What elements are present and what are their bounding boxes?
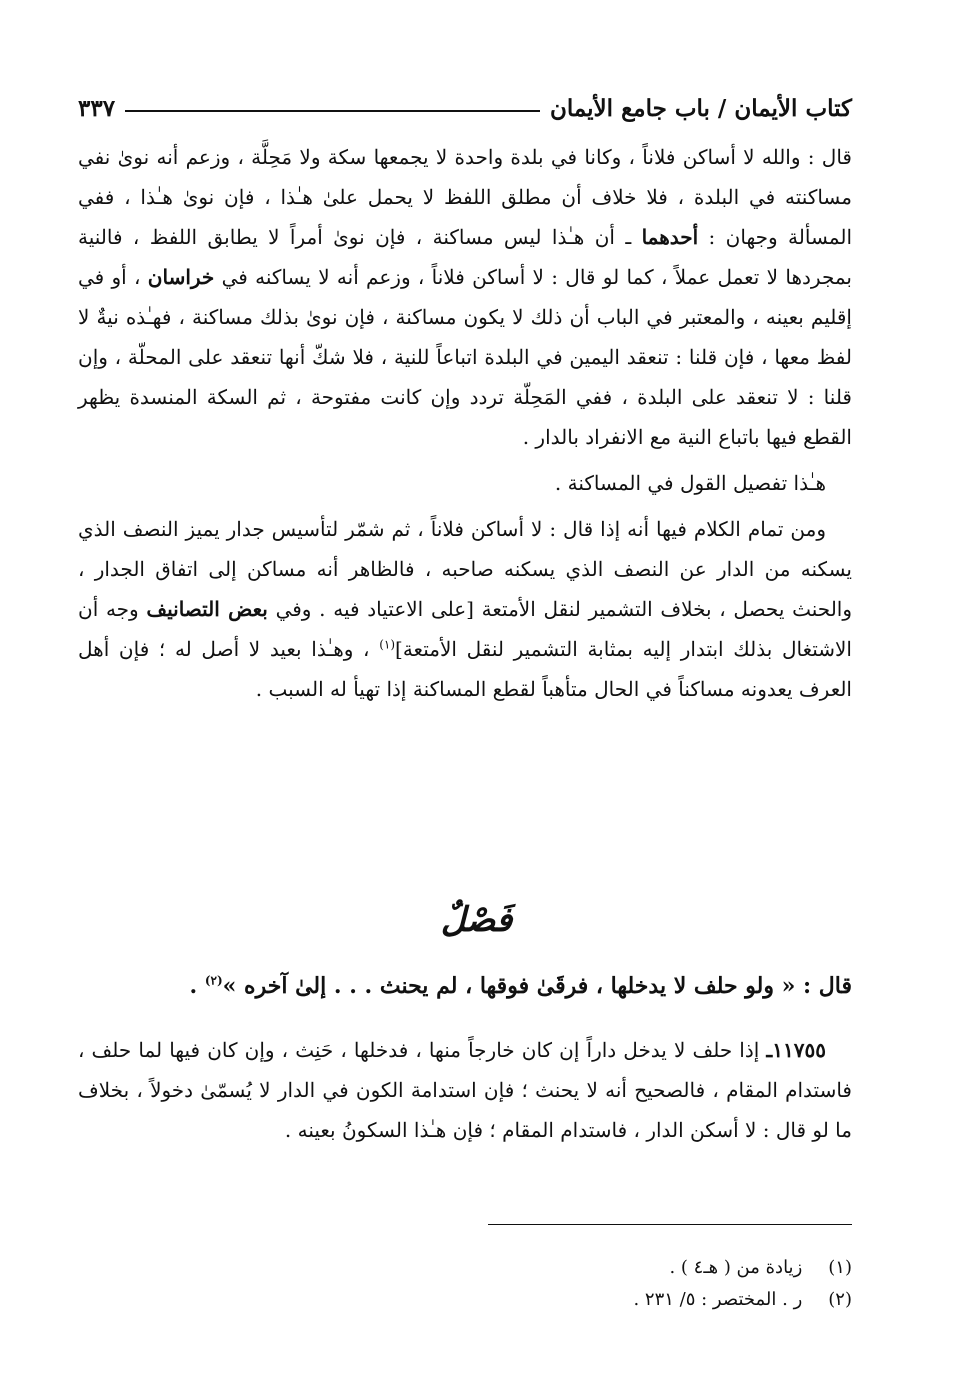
paragraph-3-text-c: وجه أن الاشتغال بذلك ابتدار إليه بمثابة التشمير لنقل الأمتعة] — [78, 597, 852, 661]
paragraph-1-text-a: قال : والله لا أساكن فلاناً ، وكانا في بلدة واحدة لا يجمعها سكة ولا مَحِلَّة ، وزعم أنه نوىٰ نفي مساكنته في البلدة ، فلا خلاف أن مطلق اللفظ لا يحمل علىٰ هـٰذا ، فإن نوىٰ هـٰذا ، ففي المسألة وجهان : — [78, 145, 853, 249]
issue-paragraph — [78, 1030, 852, 1150]
paragraph-2-text: هـٰذا تفصيل القول في المساكنة . — [554, 471, 826, 495]
footnotes — [78, 1252, 852, 1316]
footnote-2 — [78, 1284, 852, 1316]
issue-text: إذا حلف لا يدخل داراً إن كان خارجاً منها ، فدخلها ، حَنِث ، وإن كان فيها لما حلف ، فاستدام المقام ، فالصحيح أنه لا يحنث ؛ فإن استدامة الكون في الدار لا يُسمّىٰ دخولاً ، بخلاف ما لو قال : لا أسكن الدار ، فاستدام المقام ؛ فإن هـٰذا السكونُ بعينه . — [78, 1038, 852, 1142]
section-quote-text: قال : « ولو حلف لا يدخلها ، فرقَىٰ فوقها ، لم يحنث . . . إلىٰ آخره » — [222, 973, 852, 999]
footnote-ref-1: (١) — [379, 637, 396, 652]
footnote-2-number: (٢) — [828, 1289, 852, 1310]
section-quote-end: . — [189, 973, 205, 999]
paragraph-1-text-e: ، أو في إقليم بعينه ، والمعتبر في الباب أن ذلك لا يكون مساكنة ، فإن نوىٰ بذلك مساكنة ، فهـٰذه نيةٌ لا لفظ معها ، فإن قلنا : تنعقد اليمين في البلدة اتباعاً للنية ، فلا شكّ أنها تنعقد على المحلّة ، وإن قلنا : لا تنعقد على البلدة ، ففي المَحِلّة تردد وإن كانت مفتوحة ، ثم السكة المنسدة يظهر القطع فيها باتباع النية مع الانفراد بالدار . — [78, 265, 852, 449]
section-heading-text: فَصْلٌ — [440, 900, 513, 940]
section-quote — [78, 966, 852, 1006]
paragraph-3-text-d: ، وهـٰذا بعيد لا أصل له ؛ فإن أهل العرف يعدونه مساكناً في الحال متأهباً لقطع المساكنة إذا تهيأ له السبب . — [78, 637, 852, 701]
footnote-2-text: ر . المختصر : ٥/ ٢٣١ . — [633, 1289, 803, 1310]
main-text — [78, 137, 852, 709]
page-header — [78, 86, 852, 122]
paragraph-3 — [78, 509, 852, 709]
footnote-1 — [78, 1252, 852, 1284]
paragraph-3-bold-term: بعض التصانيف — [146, 597, 268, 621]
issue-block — [78, 1030, 852, 1150]
issue-number: ١١٧٥٥ـ — [766, 1038, 826, 1062]
header-rule — [125, 110, 540, 112]
paragraph-2 — [78, 463, 852, 503]
running-title: كتاب الأيمان / باب جامع الأيمان — [549, 95, 852, 122]
paragraph-1-text-c: ـ أن هـٰذا ليس مساكنة ، فإن نوىٰ أمراً لا يطابق اللفظ ، فالنية بمجردها لا تعمل عملاً ، كما لو قال : لا أساكن فلاناً ، وزعم أنه لا يساكنه في — [78, 225, 852, 289]
paragraph-3-text-a: ومن تمام الكلام فيها أنه إذا قال : لا أساكن فلاناً ، ثم شمّر لتأسيس جدار يميز النصف الذي يسكنه من الدار عن النصف الذي يسكنه صاحبه ، فالظاهر أنه مساكن إلى اتفاق الجدار ، والحنث يحصل ، بخلاف التشمير لنقل الأمتعة [على الاعتياد فيه . وفي — [78, 517, 853, 621]
section-heading-ornament — [0, 900, 953, 940]
paragraph-1-bold-term: أحدهما — [641, 225, 699, 249]
footnote-divider — [488, 1224, 852, 1225]
paragraph-1 — [78, 137, 852, 457]
footnote-1-number: (١) — [828, 1257, 852, 1278]
footnote-1-text: زيادة من ( هـ٤ ) . — [669, 1257, 803, 1278]
footnote-ref-2: (٢) — [204, 973, 223, 988]
paragraph-1-bold-place: خراسان — [147, 265, 215, 289]
page-number: ٣٣٧ — [78, 95, 116, 122]
